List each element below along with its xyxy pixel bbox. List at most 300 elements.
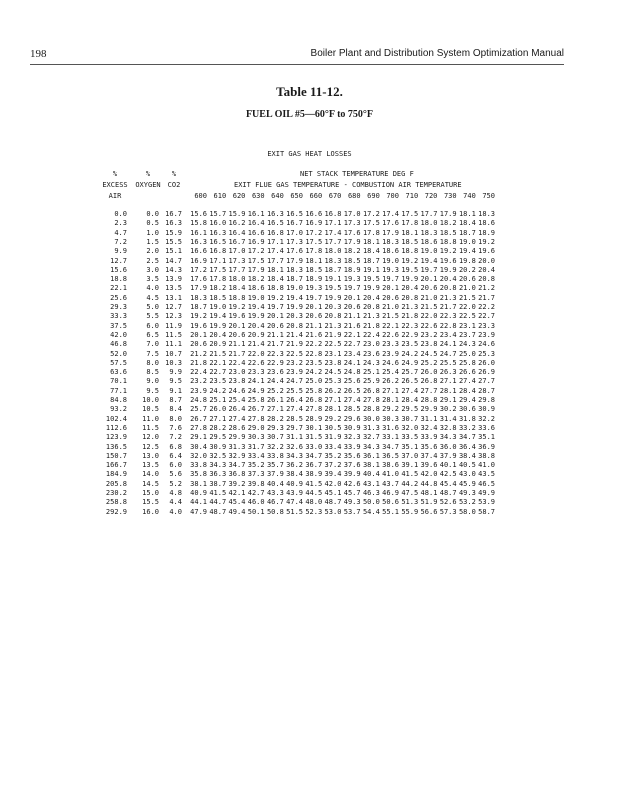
- table-row: [0, 294, 619, 303]
- table-cell: 27.1: [324, 396, 342, 404]
- table-cell: 28.2: [266, 414, 284, 423]
- table-cell: 18.8: [401, 247, 419, 256]
- table-cell: 31.3: [228, 442, 246, 451]
- table-cell: 20.2: [458, 265, 476, 274]
- table-cell: 18.1: [458, 210, 476, 218]
- table-cell: 37.4: [420, 451, 438, 460]
- table-cell: 53.7: [343, 507, 361, 516]
- table-cell: 29.1: [439, 396, 457, 404]
- table-cell: 22.4: [362, 330, 380, 339]
- table-cell: 34.7: [382, 442, 399, 451]
- table-row: [0, 470, 619, 479]
- table-cell: 24.1: [439, 340, 457, 349]
- table-cell: 22.1: [343, 330, 361, 339]
- table-row: [0, 443, 619, 452]
- table-cell: 51.9: [420, 498, 438, 507]
- table-cell: 40.4: [362, 470, 380, 479]
- table-cell: 13.5: [165, 284, 182, 293]
- table-cell: 26.6: [458, 368, 476, 377]
- table-cell: 19.6: [190, 321, 207, 330]
- table-cell: 17.3: [228, 256, 246, 265]
- table-cell: 20.6: [266, 321, 284, 330]
- table-subtitle: FUEL OIL #5—60°F to 750°F: [245, 109, 374, 120]
- table-cell: 38.1: [190, 479, 207, 488]
- table-cell: 15.0: [142, 489, 159, 497]
- table-row: [0, 461, 619, 470]
- table-cell: 20.8: [324, 312, 342, 321]
- table-cell: 33.1: [382, 433, 399, 442]
- table-cell: 17.7: [228, 265, 246, 274]
- table-cell: 22.5: [324, 340, 342, 349]
- table-cell: 19.1: [362, 265, 380, 274]
- table-cell: 14.7: [165, 256, 182, 265]
- table-cell: 18.4: [362, 247, 380, 256]
- table-cell: 16.7: [228, 237, 246, 246]
- table-cell: 32.3: [343, 433, 361, 442]
- table-cell: 12.3: [165, 312, 182, 321]
- table-cell: 19.2: [401, 256, 419, 265]
- table-cell: 35.6: [420, 442, 438, 451]
- table-cell: 28.1: [439, 386, 457, 395]
- table-cell: 6.0: [146, 321, 159, 330]
- table-cell: 37.9: [266, 470, 284, 479]
- table-cell: 22.6: [420, 321, 438, 330]
- table-cell: 42.1: [228, 489, 246, 497]
- table-cell: 15.1: [165, 247, 182, 256]
- table-cell: 21.8: [401, 312, 419, 321]
- table-cell: 18.9: [343, 265, 361, 274]
- table-cell: 19.5: [324, 284, 342, 293]
- table-cell: 21.2: [190, 349, 207, 358]
- table-cell: 20.4: [247, 321, 265, 330]
- table-cell: 15.8: [190, 219, 207, 228]
- table-cell: 18.7: [190, 303, 207, 311]
- table-cell: 17.5: [362, 219, 380, 228]
- table-cell: 21.3: [362, 312, 380, 321]
- table-cell: 21.3: [401, 303, 419, 311]
- table-cell: 22.1: [382, 321, 399, 330]
- table-cell: 22.8: [439, 321, 457, 330]
- table-cell: 43.1: [362, 479, 380, 488]
- table-cell: 11.9: [165, 321, 182, 330]
- table-cell: 29.3: [110, 303, 127, 311]
- table-cell: 29.9: [420, 405, 438, 414]
- table-cell: 6.8: [169, 442, 182, 451]
- table-cell: 31.8: [458, 414, 476, 423]
- co2-header-2: CO2: [167, 181, 181, 189]
- table-cell: 26.4: [286, 396, 303, 404]
- table-cell: 4.7: [114, 228, 127, 237]
- table-cell: 33.8: [190, 461, 207, 470]
- table-cell: 27.1: [209, 414, 227, 423]
- table-cell: 30.6: [458, 405, 476, 414]
- table-cell: 43.7: [382, 479, 399, 488]
- table-cell: 25.5: [439, 358, 457, 367]
- table-cell: 14.3: [165, 265, 182, 274]
- table-cell: 40.4: [266, 479, 284, 488]
- table-cell: 18.4: [458, 219, 476, 228]
- table-cell: 19.8: [458, 256, 476, 265]
- table-cell: 18.8: [228, 293, 246, 302]
- table-cell: 21.5: [458, 293, 476, 302]
- table-cell: 20.6: [382, 293, 399, 302]
- table-cell: 18.2: [343, 247, 361, 256]
- table-cell: 34.3: [286, 451, 303, 460]
- table-cell: 25.7: [401, 368, 419, 377]
- table-cell: 21.7: [266, 340, 284, 349]
- table-cell: 10.3: [165, 358, 182, 367]
- table-cell: 27.4: [458, 377, 476, 386]
- table-cell: 24.6: [478, 340, 495, 349]
- table-cell: 17.2: [305, 228, 323, 237]
- table-cell: 21.7: [478, 293, 495, 302]
- table-cell: 16.3: [190, 237, 207, 246]
- table-cell: 38.9: [305, 470, 323, 479]
- table-cell: 23.2: [190, 377, 207, 386]
- table-cell: 30.2: [439, 405, 457, 414]
- temp-header-690: 690: [367, 192, 380, 200]
- table-cell: 17.0: [228, 247, 246, 256]
- table-cell: 18.5: [305, 265, 323, 274]
- table-cell: 23.0: [362, 340, 380, 349]
- table-cell: 24.3: [362, 358, 380, 367]
- table-cell: 32.8: [439, 423, 457, 432]
- table-cell: 57.5: [110, 358, 127, 367]
- table-cell: 27.4: [343, 396, 361, 404]
- table-cell: 25.6: [343, 377, 361, 386]
- table-cell: 2.3: [114, 219, 127, 228]
- temp-header-730: 730: [443, 192, 457, 200]
- table-cell: 49.3: [343, 498, 361, 507]
- table-cell: 32.2: [266, 442, 284, 451]
- table-row: [0, 275, 619, 284]
- table-cell: 53.2: [458, 498, 476, 507]
- table-cell: 30.5: [324, 423, 342, 432]
- table-cell: 18.7: [286, 275, 303, 284]
- table-cell: 27.8: [247, 414, 265, 423]
- table-cell: 18.4: [266, 275, 284, 284]
- table-cell: 21.0: [458, 284, 476, 293]
- table-cell: 17.1: [324, 219, 342, 228]
- table-cell: 57.3: [439, 507, 457, 516]
- table-cell: 37.6: [343, 461, 361, 470]
- table-cell: 35.1: [401, 442, 419, 451]
- table-cell: 24.7: [286, 377, 303, 386]
- table-cell: 63.6: [110, 368, 127, 377]
- table-cell: 19.0: [286, 284, 303, 293]
- table-cell: 15.5: [165, 237, 182, 246]
- table-cell: 21.9: [324, 330, 342, 339]
- table-cell: 9.1: [169, 386, 182, 395]
- table-cell: 18.5: [209, 293, 227, 302]
- table-cell: 15.9: [165, 228, 182, 237]
- table-cell: 48.7: [324, 498, 342, 507]
- table-cell: 21.9: [286, 340, 303, 349]
- table-cell: 5.2: [169, 479, 182, 488]
- table-cell: 20.9: [209, 340, 227, 349]
- table-cell: 17.3: [343, 219, 361, 228]
- table-cell: 19.6: [439, 256, 457, 265]
- table-cell: 53.0: [324, 507, 342, 516]
- table-cell: 24.2: [209, 386, 227, 395]
- table-cell: 52.6: [439, 498, 457, 507]
- table-cell: 22.1: [110, 284, 127, 293]
- table-cell: 40.5: [458, 461, 476, 470]
- table-cell: 7.6: [169, 423, 182, 432]
- table-cell: 29.2: [382, 405, 399, 414]
- table-cell: 16.8: [324, 210, 342, 218]
- table-cell: 36.8: [228, 470, 246, 479]
- table-cell: 20.3: [324, 303, 342, 311]
- table-cell: 19.2: [266, 293, 284, 302]
- table-cell: 36.7: [305, 461, 323, 470]
- table-cell: 37.2: [324, 461, 342, 470]
- table-cell: 13.0: [142, 451, 159, 460]
- table-cell: 17.9: [439, 210, 457, 218]
- table-cell: 20.6: [458, 275, 476, 284]
- table-cell: 30.9: [478, 405, 495, 414]
- table-cell: 29.0: [247, 423, 265, 432]
- table-cell: 25.9: [362, 377, 380, 386]
- table-row: [0, 508, 619, 517]
- table-cell: 27.1: [266, 405, 284, 414]
- table-cell: 19.4: [420, 256, 438, 265]
- table-cell: 25.4: [382, 368, 399, 377]
- table-cell: 17.4: [324, 228, 342, 237]
- table-cell: 27.4: [286, 405, 303, 414]
- table-cell: 184.9: [105, 470, 127, 479]
- table-cell: 26.0: [478, 358, 495, 367]
- table-cell: 93.2: [110, 405, 127, 414]
- table-cell: 26.8: [362, 386, 380, 395]
- table-cell: 20.1: [266, 312, 284, 321]
- table-cell: 21.1: [305, 321, 323, 330]
- table-cell: 41.0: [382, 470, 399, 479]
- table-cell: 43.0: [458, 470, 476, 479]
- table-cell: 21.8: [190, 358, 207, 367]
- table-cell: 42.7: [247, 489, 265, 497]
- table-cell: 16.3: [266, 210, 284, 218]
- table-row: [0, 312, 619, 321]
- table-cell: 30.7: [266, 433, 284, 442]
- table-cell: 47.4: [286, 498, 303, 507]
- table-cell: 38.7: [209, 479, 227, 488]
- table-cell: 17.4: [382, 210, 399, 218]
- table-cell: 19.5: [362, 275, 380, 284]
- table-cell: 25.3: [324, 377, 342, 386]
- table-cell: 22.6: [247, 358, 265, 367]
- table-cell: 37.3: [247, 470, 265, 479]
- table-cell: 38.4: [458, 451, 476, 460]
- table-cell: 30.4: [190, 442, 207, 451]
- temp-header-740: 740: [463, 192, 476, 200]
- table-cell: 48.7: [209, 507, 227, 516]
- table-cell: 24.5: [324, 368, 342, 377]
- table-cell: 20.8: [401, 293, 419, 302]
- table-cell: 25.5: [286, 386, 303, 395]
- table-cell: 15.5: [142, 498, 159, 507]
- table-cell: 18.3: [324, 256, 342, 265]
- table-cell: 4.0: [146, 284, 159, 293]
- table-row: [0, 368, 619, 377]
- table-cell: 29.2: [324, 414, 342, 423]
- table-cell: 45.4: [439, 479, 457, 488]
- table-cell: 21.3: [439, 293, 457, 302]
- table-cell: 19.7: [420, 265, 438, 274]
- table-cell: 20.6: [343, 303, 361, 311]
- table-cell: 23.3: [382, 340, 399, 349]
- table-row: [0, 498, 619, 507]
- table-cell: 17.1: [266, 237, 284, 246]
- table-cell: 48.0: [305, 498, 323, 507]
- table-cell: 24.8: [190, 396, 207, 404]
- table-cell: 50.6: [382, 498, 399, 507]
- table-cell: 20.0: [478, 256, 495, 265]
- table-cell: 21.3: [324, 321, 342, 330]
- temp-header-670: 670: [328, 192, 342, 200]
- table-cell: 33.4: [247, 451, 265, 460]
- table-cell: 20.4: [362, 293, 380, 302]
- table-cell: 23.6: [266, 368, 284, 377]
- table-cell: 20.8: [439, 284, 457, 293]
- table-cell: 20.4: [209, 330, 227, 339]
- table-row: [0, 415, 619, 424]
- table-cell: 21.1: [266, 330, 284, 339]
- table-row: [0, 229, 619, 238]
- table-cell: 58.7: [478, 507, 495, 516]
- table-cell: 18.5: [401, 237, 419, 246]
- table-cell: 0.0: [114, 210, 127, 218]
- table-cell: 10.0: [142, 396, 159, 404]
- table-cell: 22.5: [458, 312, 476, 321]
- table-cell: 22.4: [228, 358, 246, 367]
- table-cell: 31.9: [324, 433, 342, 442]
- table-cell: 19.9: [247, 312, 265, 321]
- table-cell: 9.9: [169, 368, 182, 377]
- table-cell: 20.8: [478, 275, 495, 284]
- table-cell: 32.5: [209, 451, 227, 460]
- table-row: [0, 331, 619, 340]
- table-cell: 18.1: [266, 265, 284, 274]
- table-cell: 31.7: [247, 442, 265, 451]
- table-cell: 20.6: [228, 330, 246, 339]
- table-cell: 25.3: [478, 349, 495, 358]
- table-cell: 24.2: [401, 349, 419, 358]
- table-cell: 17.8: [401, 219, 419, 228]
- table-cell: 2.5: [146, 256, 159, 265]
- table-cell: 22.7: [209, 368, 227, 377]
- table-cell: 37.9: [439, 451, 457, 460]
- table-cell: 42.0: [324, 479, 342, 488]
- table-cell: 16.0: [209, 219, 227, 228]
- table-cell: 27.1: [382, 386, 399, 395]
- table-cell: 28.6: [228, 423, 246, 432]
- table-cell: 16.4: [228, 228, 246, 237]
- table-cell: 18.8: [110, 275, 127, 284]
- table-cell: 10.7: [165, 349, 182, 358]
- table-cell: 10.5: [142, 405, 159, 414]
- table-cell: 22.9: [401, 330, 419, 339]
- table-cell: 25.2: [266, 386, 284, 395]
- table-cell: 18.0: [420, 219, 438, 228]
- table-cell: 23.7: [458, 330, 476, 339]
- table-cell: 24.9: [247, 386, 265, 395]
- table-cell: 31.4: [439, 414, 457, 423]
- table-cell: 30.1: [305, 423, 323, 432]
- table-cell: 46.5: [478, 479, 495, 488]
- table-cell: 17.1: [209, 256, 227, 265]
- table-cell: 50.1: [247, 507, 265, 516]
- table-cell: 4.8: [169, 489, 182, 497]
- table-cell: 16.1: [190, 228, 207, 237]
- table-cell: 20.1: [343, 293, 361, 302]
- table-cell: 36.2: [286, 461, 303, 470]
- table-cell: 19.7: [382, 275, 399, 284]
- table-cell: 17.9: [343, 237, 361, 246]
- table-cell: 22.8: [305, 349, 323, 358]
- table-cell: 15.9: [228, 210, 246, 218]
- table-cell: 42.5: [439, 470, 457, 479]
- table-cell: 35.7: [266, 461, 284, 470]
- table-cell: 18.3: [382, 237, 399, 246]
- table-cell: 26.0: [420, 368, 438, 377]
- table-cell: 34.7: [305, 451, 323, 460]
- table-row: [0, 303, 619, 312]
- section-title: EXIT GAS HEAT LOSSES: [267, 150, 352, 158]
- table-cell: 25.4: [228, 396, 246, 404]
- table-cell: 20.1: [420, 275, 438, 284]
- table-cell: 16.1: [247, 210, 265, 218]
- table-cell: 36.3: [209, 470, 227, 479]
- table-cell: 15.6: [110, 265, 127, 274]
- table-cell: 43.9: [286, 489, 303, 497]
- table-cell: 23.9: [478, 330, 495, 339]
- table-cell: 21.5: [382, 312, 399, 321]
- table-cell: 21.6: [343, 321, 361, 330]
- table-cell: 19.9: [324, 293, 342, 302]
- table-cell: 25.8: [458, 358, 476, 367]
- table-cell: 23.9: [286, 368, 303, 377]
- table-cell: 33.9: [343, 442, 361, 451]
- table-cell: 22.2: [305, 340, 323, 349]
- table-cell: 17.6: [190, 275, 207, 284]
- table-cell: 19.9: [401, 275, 419, 284]
- table-cell: 28.7: [478, 386, 495, 395]
- table-cell: 22.3: [439, 312, 457, 321]
- table-cell: 23.2: [286, 358, 303, 367]
- table-cell: 6.5: [146, 330, 159, 339]
- table-cell: 29.6: [343, 414, 361, 423]
- table-cell: 17.5: [209, 265, 227, 274]
- table-cell: 33.2: [458, 423, 476, 432]
- temp-header-700: 700: [386, 192, 399, 200]
- table-cell: 17.0: [343, 210, 361, 218]
- temp-header-710: 710: [405, 192, 419, 200]
- table-cell: 18.6: [382, 247, 399, 256]
- table-cell: 19.3: [343, 275, 361, 284]
- table-cell: 17.5: [247, 256, 265, 265]
- table-cell: 20.4: [478, 265, 495, 274]
- table-cell: 24.1: [343, 358, 361, 367]
- table-cell: 25.0: [458, 349, 476, 358]
- table-cell: 16.4: [247, 219, 265, 228]
- table-cell: 102.4: [105, 414, 127, 423]
- table-cell: 58.0: [458, 507, 476, 516]
- table-cell: 23.9: [190, 386, 207, 395]
- table-cell: 22.3: [401, 321, 419, 330]
- table-cell: 28.4: [401, 396, 419, 404]
- table-cell: 22.5: [286, 349, 303, 358]
